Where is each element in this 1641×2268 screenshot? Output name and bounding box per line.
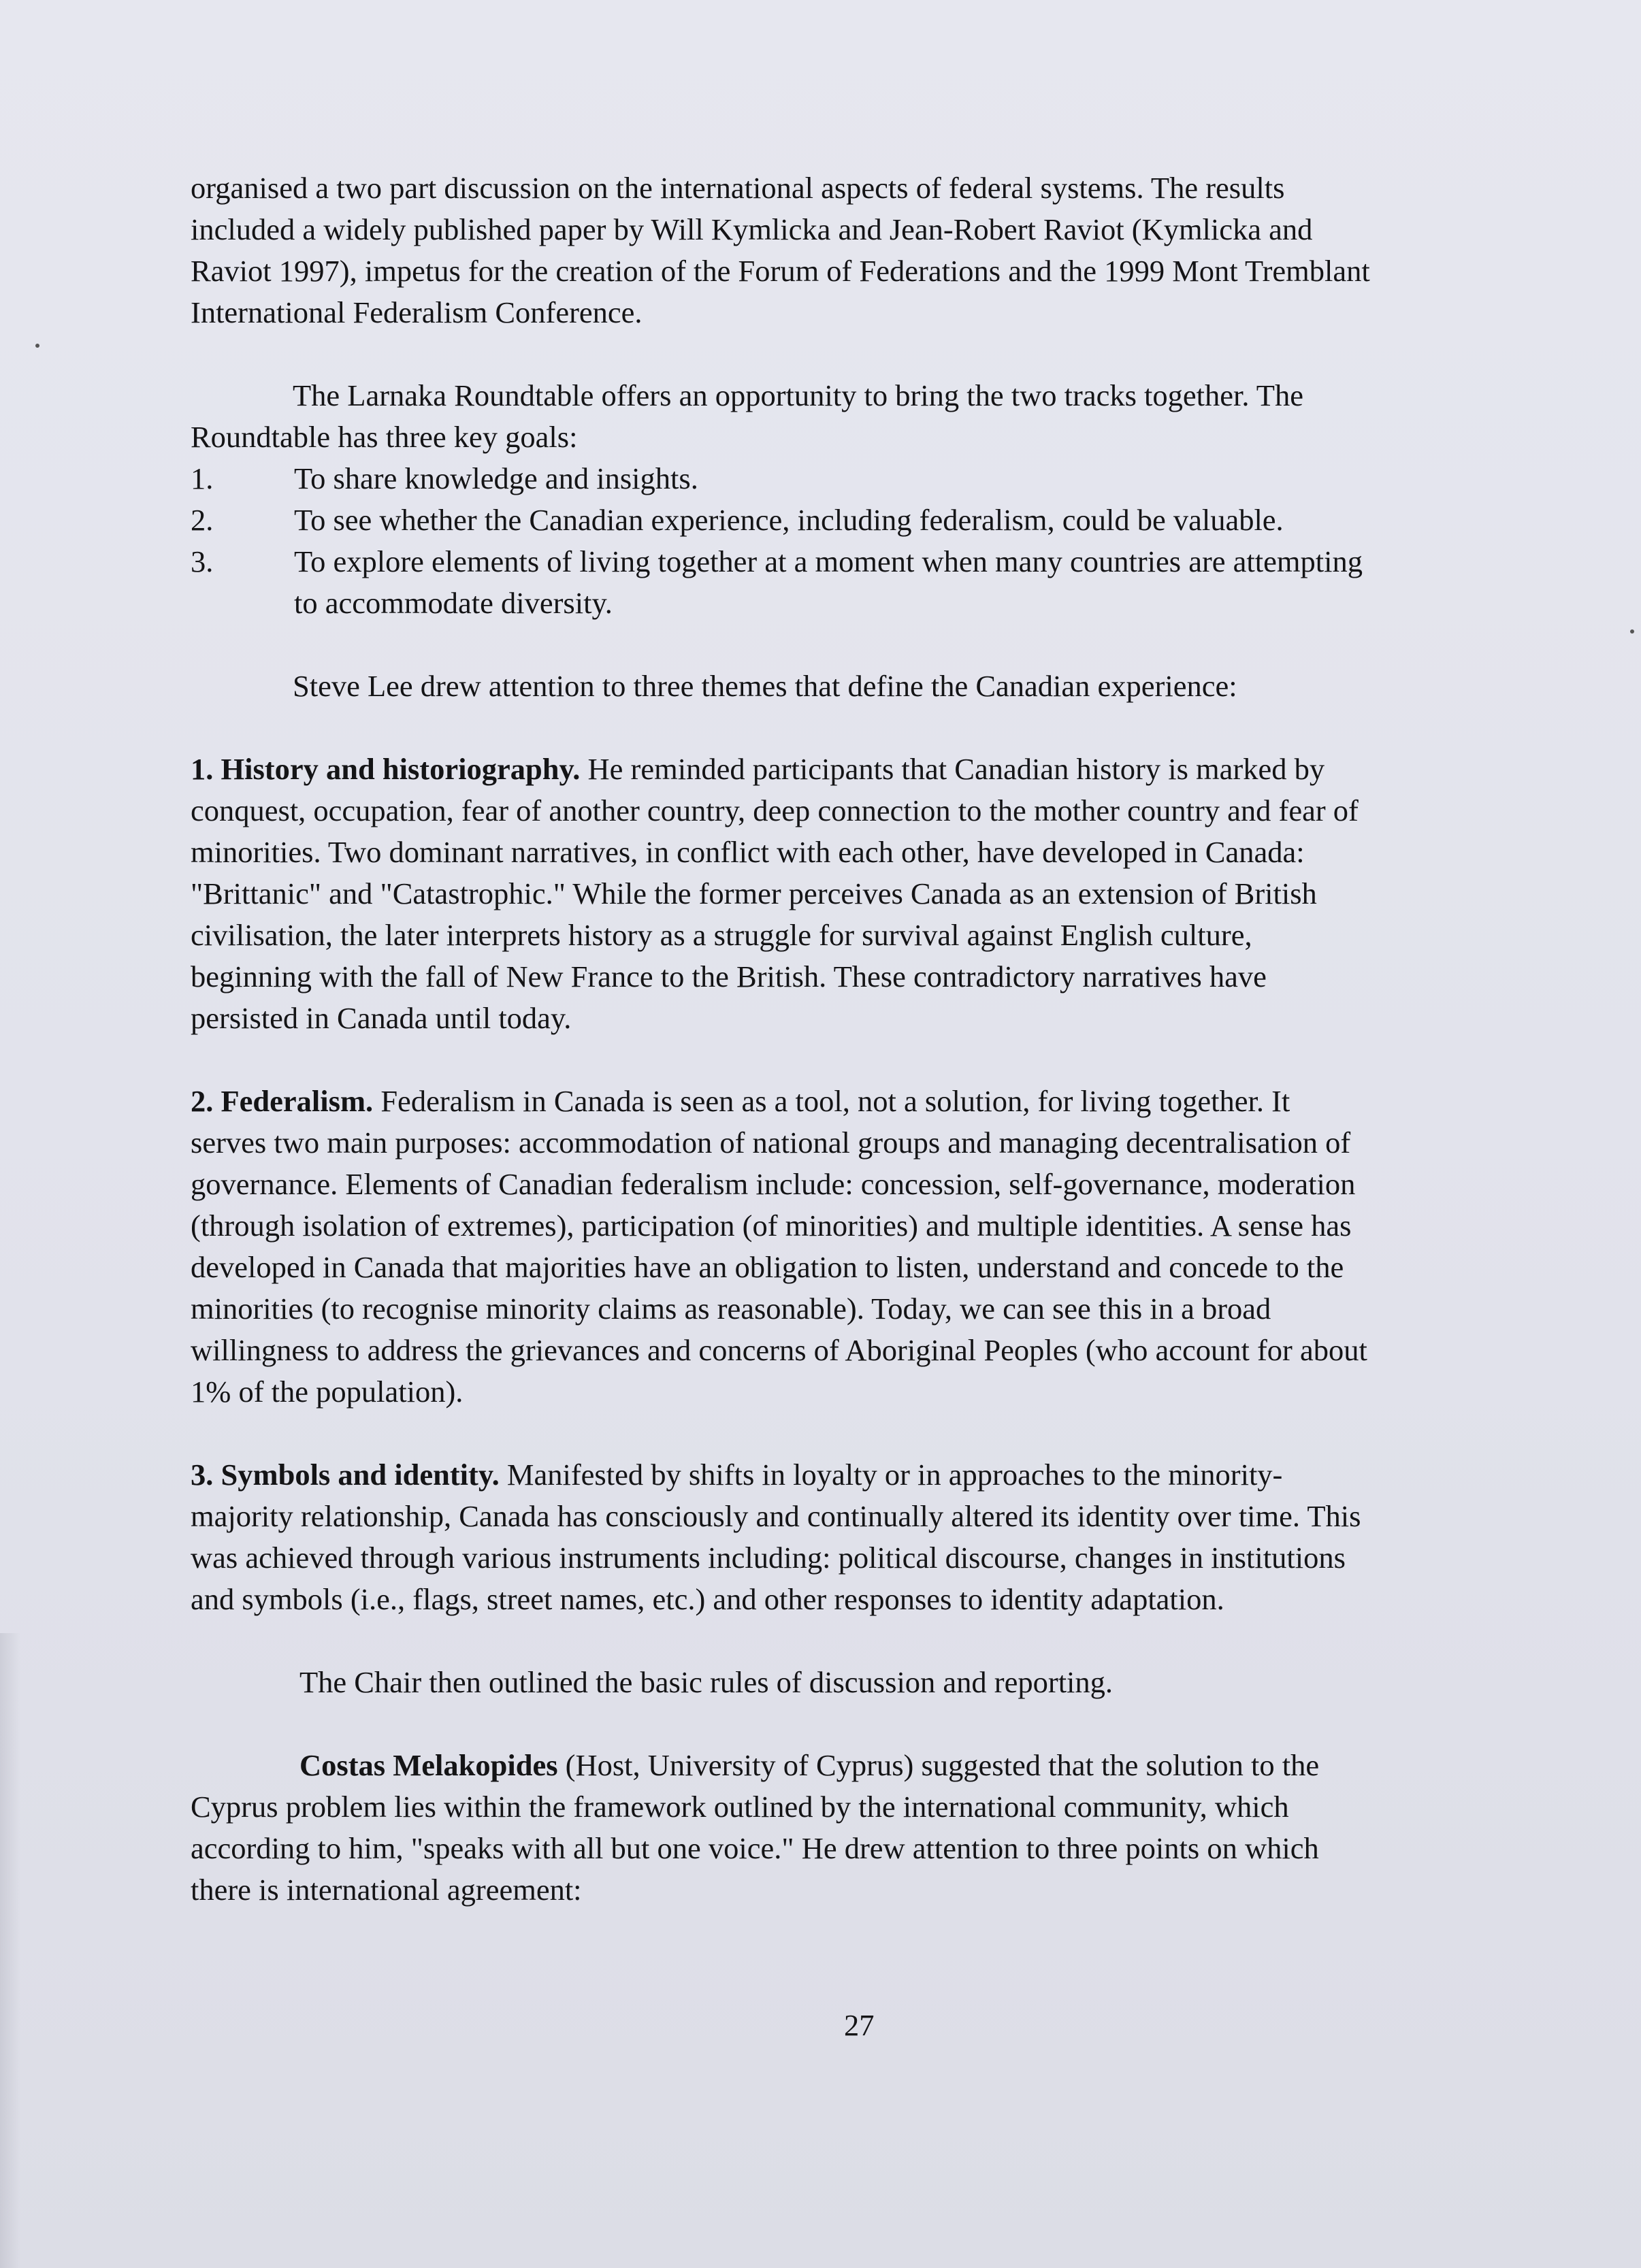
text-line: civilisation, the later interprets history as a struggle for survival against English culture, [191,918,1252,952]
speck-mark [1630,629,1634,634]
text-line: according to him, "speaks with all but one voice." He drew attention to three points on which [191,1831,1319,1865]
list-text: To see whether the Canadian experience, including federalism, could be valuable. [294,503,1284,537]
text-line: majority relationship, Canada has consciously and continually altered its identity over time. This [191,1499,1361,1533]
text-line: (through isolation of extremes), participation (of minorities) and multiple identities. A sense has [191,1209,1352,1243]
list-text: To share knowledge and insights. [294,461,698,495]
steve-lee-paragraph: Steve Lee drew attention to three themes that define the Canadian experience: [293,669,1237,703]
speck-mark [35,344,39,348]
text-line: "Brittanic" and "Catastrophic." While the former perceives Canada as an extension of British [191,876,1317,910]
text-line: developed in Canada that majorities have an obligation to listen, understand and concede to the [191,1250,1344,1284]
theme-text: Manifested by shifts in loyalty or in approaches to the minority- [499,1458,1283,1492]
theme-text: He reminded participants that Canadian history is marked by [580,752,1325,786]
text-line [191,749,1325,790]
text-line: and symbols (i.e., flags, street names, etc.) and other responses to identity adaptation. [191,1582,1224,1616]
list-number: 3. [191,544,214,578]
text-line [299,1745,1319,1786]
text-line [191,1454,1282,1496]
text-line: governance. Elements of Canadian federalism include: concession, self-governance, moderation [191,1167,1356,1201]
page-fold-shadow [0,1633,20,2268]
text-line: The Larnaka Roundtable offers an opportunity to bring the two tracks together. The [293,378,1303,412]
text-line: included a widely published paper by Will Kymlicka and Jean-Robert Raviot (Kymlicka and [191,212,1313,246]
theme-heading: 3. Symbols and identity. [191,1458,500,1492]
text-line: there is international agreement: [191,1873,582,1907]
page-number: 27 [844,2008,875,2042]
theme-heading: 1. History and historiography. [191,752,581,786]
text-line: International Federalism Conference. [191,295,643,329]
text-line: Raviot 1997), impetus for the creation of the Forum of Federations and the 1999 Mont Tremblant [191,254,1370,288]
list-text: to accommodate diversity. [294,586,613,620]
text-line: minorities. Two dominant narratives, in conflict with each other, have developed in Canada: [191,835,1305,869]
text-line: beginning with the fall of New France to the British. These contradictory narratives have [191,959,1267,993]
speaker-text: (Host, University of Cyprus) suggested that the solution to the [557,1748,1320,1782]
theme-heading: 2. Federalism. [191,1084,374,1118]
list-number: 1. [191,461,214,495]
text-line: organised a two part discussion on the international aspects of federal systems. The results [191,171,1285,205]
text-line: willingness to address the grievances and concerns of Aboriginal Peoples (who account for about [191,1333,1367,1367]
text-line [191,1081,1290,1122]
text-line: was achieved through various instruments including: political discourse, changes in institutions [191,1541,1346,1575]
theme-text: Federalism in Canada is seen as a tool, not a solution, for living together. It [373,1084,1290,1118]
list-number: 2. [191,503,214,537]
chair-paragraph: The Chair then outlined the basic rules of discussion and reporting. [299,1665,1114,1699]
list-text: To explore elements of living together at a moment when many countries are attempting [294,544,1363,578]
text-line: Cyprus problem lies within the framework outlined by the international community, which [191,1790,1289,1824]
text-line: serves two main purposes: accommodation of national groups and managing decentralisation of [191,1125,1351,1160]
text-line: minorities (to recognise minority claims as reasonable). Today, we can see this in a broad [191,1292,1271,1326]
speaker-name: Costas Melakopides [299,1748,558,1782]
text-line: conquest, occupation, fear of another country, deep connection to the mother country and fear of [191,793,1359,827]
text-line: persisted in Canada until today. [191,1001,572,1035]
text-line: 1% of the population). [191,1375,464,1409]
text-line: Roundtable has three key goals: [191,420,578,454]
